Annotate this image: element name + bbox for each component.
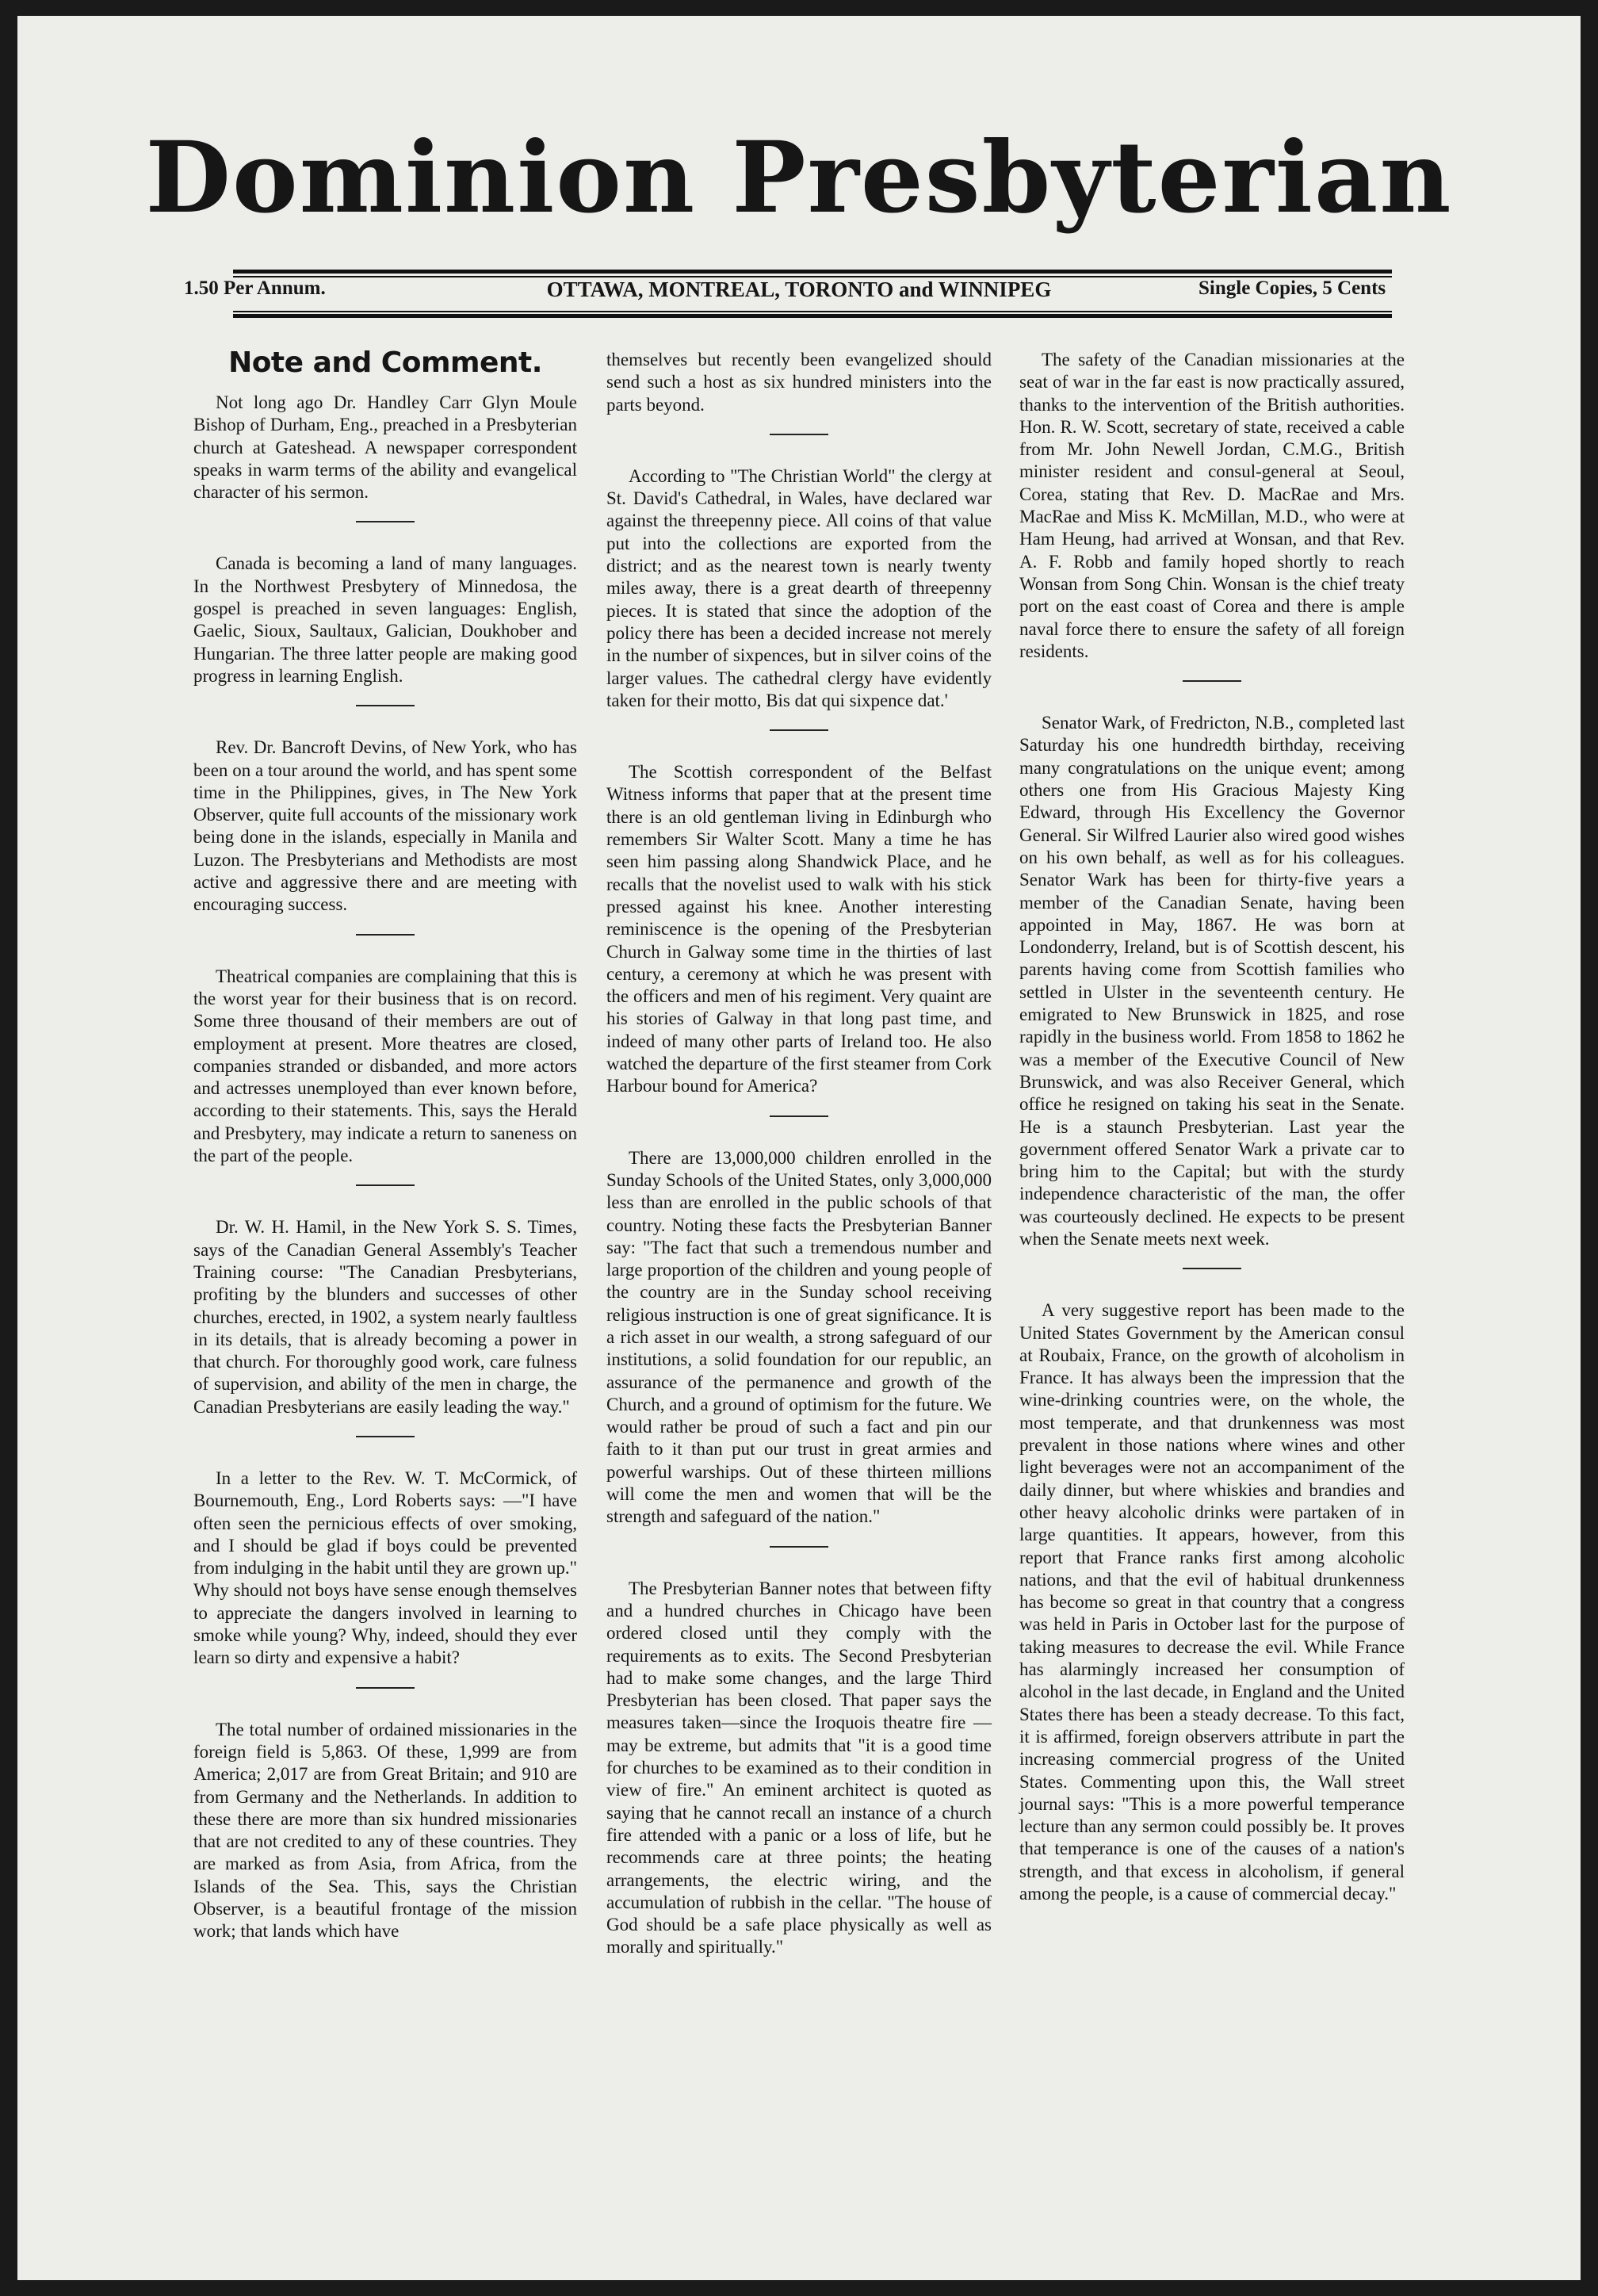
article-separator bbox=[356, 705, 415, 706]
article-paragraph: Dr. W. H. Hamil, in the New York S. S. Times, says of the Canadian General Assembly's Teacher Training course: "The Canadian Presbyterians, profiting by the blunders and successes of other churches, erected, in 1902, a system nearly faultless in its details, that is already becoming a power in that church. For thoroughly good work, care fulness of supervision, and ability of the men in charge, the Canadian Presbyterians are easily leading the way." bbox=[193, 1217, 577, 1417]
price-line: 1.50 Per Annum. bbox=[184, 277, 326, 299]
article-separator bbox=[356, 1436, 415, 1437]
article-paragraph: Senator Wark, of Fredricton, N.B., completed last Saturday his one hundredth birthday, receiving many congratulations on the unique event; among others one from His Gracious Majesty King Edward, through His Excellency the Governor General. Sir Wilfred Laurier also wired good wishes on his own behalf, as well as for his colleagues. Senator Wark has been for thirty-five years a member of the Canadian Senate, having been appointed in May, 1867. He was born at Londonderry, Ireland, but is of Scottish descent, his parents having come from Scottish families who settled in Ulster in the seventeenth century. He emigrated to New Brunswick in 1825, and rose rapidly in the business world. From 1858 to 1862 he was a member of the Executive Council of New Brunswick, and was also Receiver General, which office he resigned on taking his seat in the Senate. He is a staunch Presbyterian. Last year the government offered Senator Wark a private car to bring him to the Capital; but with the sturdy independence characteristic of the man, the offer was courteously declined. He expects to be present when the Senate meets next week. bbox=[1019, 713, 1405, 1249]
article-separator bbox=[770, 729, 828, 731]
masthead-rule-top bbox=[233, 270, 1392, 274]
article-separator bbox=[356, 1184, 415, 1186]
article-paragraph: A very suggestive report has been made to the United States Government by the American consul at Roubaix, France, on the growth of alcoholism in France. It has always been the impression that the wine-drinking countries were, on the whole, the most temperate, and that drunkenness was most prevalent in those nations where wines and other light beverages were not an accompaniment of the daily dinner, but where whiskies and brandies and other heavy alcoholic drinks were partaken of in large quantities. It appears, however, from this report that France ranks first among alcoholic nations, and that the evil of habitual drunkenness has become so great in that country that a congress was held in Paris in October last for the purpose of taking measures to decrease the evil. While France has alarmingly increased her consumption of alcohol in the last decade, in England and the United States there has been a steady decrease. To this fact, it is affirmed, foreign observers attribute in part the increasing commercial progress of the United States. Commenting upon this, the Wall street journal says: "This is a more powerful temperance lecture than any sermon could possibly be. It proves that temperance is one of the causes of a nation's strength, and that excess in alcoholism, if general among the people, is a cause of commercial decay." bbox=[1019, 1300, 1405, 1904]
article-paragraph: Not long ago Dr. Handley Carr Glyn Moule Bishop of Durham, Eng., preached in a Presbyterian church at Gateshead. A newspaper correspondent speaks in warm terms of the ability and evangelical character of his sermon. bbox=[193, 392, 577, 503]
article-paragraph: Canada is becoming a land of many languages. In the Northwest Presbytery of Minnedosa, the gospel is preached in seven languages: English, Gaelic, Sioux, Saultaux, Galician, Doukhober and Hungarian. The three latter people are making good progress in learning English. bbox=[193, 553, 577, 686]
article-paragraph: themselves but recently been evangelized should send such a host as six hundred ministers into the parts beyond. bbox=[606, 350, 992, 415]
article-separator bbox=[1183, 1268, 1241, 1269]
article-separator bbox=[770, 1115, 828, 1117]
article-paragraph: Rev. Dr. Bancroft Devins, of New York, who has been on a tour around the world, and has spent some time in the Philippines, gives, in The New York Observer, quite full accounts of the missionary work being done in the islands, especially in Manila and Luzon. The Presbyterians and Methodists are most active and aggressive there and are meeting with encouraging success. bbox=[193, 737, 577, 915]
article-separator bbox=[770, 434, 828, 435]
single-copies-line: Single Copies, 5 Cents bbox=[1198, 277, 1386, 299]
article-paragraph: According to "The Christian World" the clergy at St. David's Cathedral, in Wales, have declared war against the threepenny piece. All coins of that value put into the collections are exported from the district; and as the nearest town is nearly twenty miles away, there is a great dearth of threepenny pieces. It is stated that since the adoption of the policy there has been a decided increase not merely in the number of sixpences, but in silver coins of the larger values. The cathedral clergy have evidently taken for their motto, Bis dat qui sixpence dat.' bbox=[606, 465, 992, 710]
article-separator bbox=[356, 934, 415, 936]
section-title: Note and Comment. bbox=[228, 346, 542, 379]
article-separator bbox=[770, 1546, 828, 1548]
newspaper-page bbox=[17, 16, 1581, 2280]
article-paragraph: The Presbyterian Banner notes that between fifty and a hundred churches in Chicago have been ordered closed until they comply with the requirements as to exits. The Second Presbyterian had to make some changes, and the large Third Presbyterian has been closed. That paper says the measures taken—since the Iroquois theatre fire —may be extreme, but admits that "it is a good time for churches to be examined as to their condition in view of fire." An eminent architect is quoted as saying that he cannot recall an instance of a church fire attended with a panic or a loss of life, but he recommends care at three points; the heating arrangements, the electric wiring, and the accumulation of rubbish in the cellar. "The house of God should be a safe place physically as well as morally and spiritually." bbox=[606, 1578, 992, 1957]
cities-line: OTTAWA, MONTREAL, TORONTO and WINNIPEG bbox=[546, 277, 1052, 301]
article-paragraph: The Scottish correspondent of the Belfast Witness informs that paper that at the present time there is an old gentleman living in Edinburgh who remembers Sir Walter Scott. Many a time he has seen him passing along Shandwick Place, and he recalls that the novelist used to walk with his stick pressed against his knee. Another interesting reminiscence is the opening of the Presbyterian Church in Galway some time in the thirties of last century, a ceremony at which he was present with the officers and men of his regiment. Very quaint are his stories of Galway in that long past time, and indeed of many other parts of Ireland too. He also watched the departure of the first steamer from Cork Harbour bound for America? bbox=[606, 762, 992, 1096]
column-3 bbox=[1019, 349, 1405, 1956]
article-paragraph: In a letter to the Rev. W. T. McCormick, of Bournemouth, Eng., Lord Roberts says: —"I have often seen the pernicious effects of over smoking, and I should be glad if boys could be prevented from indulging in the habit until they are grown up." Why should not boys have sense enough themselves to appreciate the dangers involved in learning to smoke while young? Why, indeed, should they ever learn so dirty and expensive a habit? bbox=[193, 1468, 577, 1668]
column-1 bbox=[193, 347, 577, 1994]
article-paragraph: Theatrical companies are complaining that this is the worst year for their business that is on record. Some three thousand of their members are out of employment at present. More theatres are closed, companies stranded or disbanded, and more actors and actresses unemployed than ever known before, according to their statements. This, says the Herald and Presbytery, may indicate a return to saneness on the part of the people. bbox=[193, 966, 577, 1166]
masthead-rule-bottom bbox=[233, 314, 1392, 318]
article-separator bbox=[356, 1687, 415, 1689]
masthead-rule-bottom-thin bbox=[233, 311, 1392, 312]
article-paragraph: There are 13,000,000 children enrolled in the Sunday Schools of the United States, only 3,000,000 less than are enrolled in the public schools of that country. Noting these facts the Presbyterian Banner say: "The fact that such a tremendous number and large proportion of the children and young people of the country are in the Sunday school receiving religious instruction is one of great significance. It is a rich asset in our wealth, a strong safeguard of our institutions, a solid foundation for our republic, an assurance of the permanence and growth of the Church, and a ground of optimism for the future. We would rather be proud of such a fact and pin our faith to it than put our trust in great armies and powerful warships. Out of these thirteen millions will come the men and women that will be the strength and safeguard of the nation." bbox=[606, 1147, 992, 1527]
article-separator bbox=[356, 521, 415, 522]
article-paragraph: The safety of the Canadian missionaries at the seat of war in the far east is now practically assured, thanks to the intervention of the British authorities. Hon. R. W. Scott, secretary of state, received a cable from Mr. John Newell Jordan, C.M.G., British minister resident and consul-general at Seoul, Corea, stating that Rev. D. MacRae and Mrs. MacRae and Miss K. McMillan, M.D., who were at Ham Heung, had arrived at Wonsan, and that Rev. A. F. Robb and family hoped shortly to reach Wonsan from Song Chin. Wonsan is the chief treaty port on the east coast of Corea and there is ample naval force there to ensure the safety of all foreign residents. bbox=[1019, 350, 1405, 661]
column-2 bbox=[606, 349, 992, 2010]
masthead-title: Dominion Presbyterian bbox=[145, 121, 1453, 235]
article-paragraph: The total number of ordained missionaries in the foreign field is 5,863. Of these, 1,999 are from America; 2,017 are from Great Britain; and 910 are from Germany and the Netherlands. In addition to these there are more than six hundred missionaries that are not credited to any of these countries. They are marked as from Asia, from Africa, from the Islands of the Sea. This, says the Christian Observer, is a beautiful frontage of the mission work; that lands which have bbox=[193, 1719, 577, 1942]
article-separator bbox=[1183, 680, 1241, 682]
